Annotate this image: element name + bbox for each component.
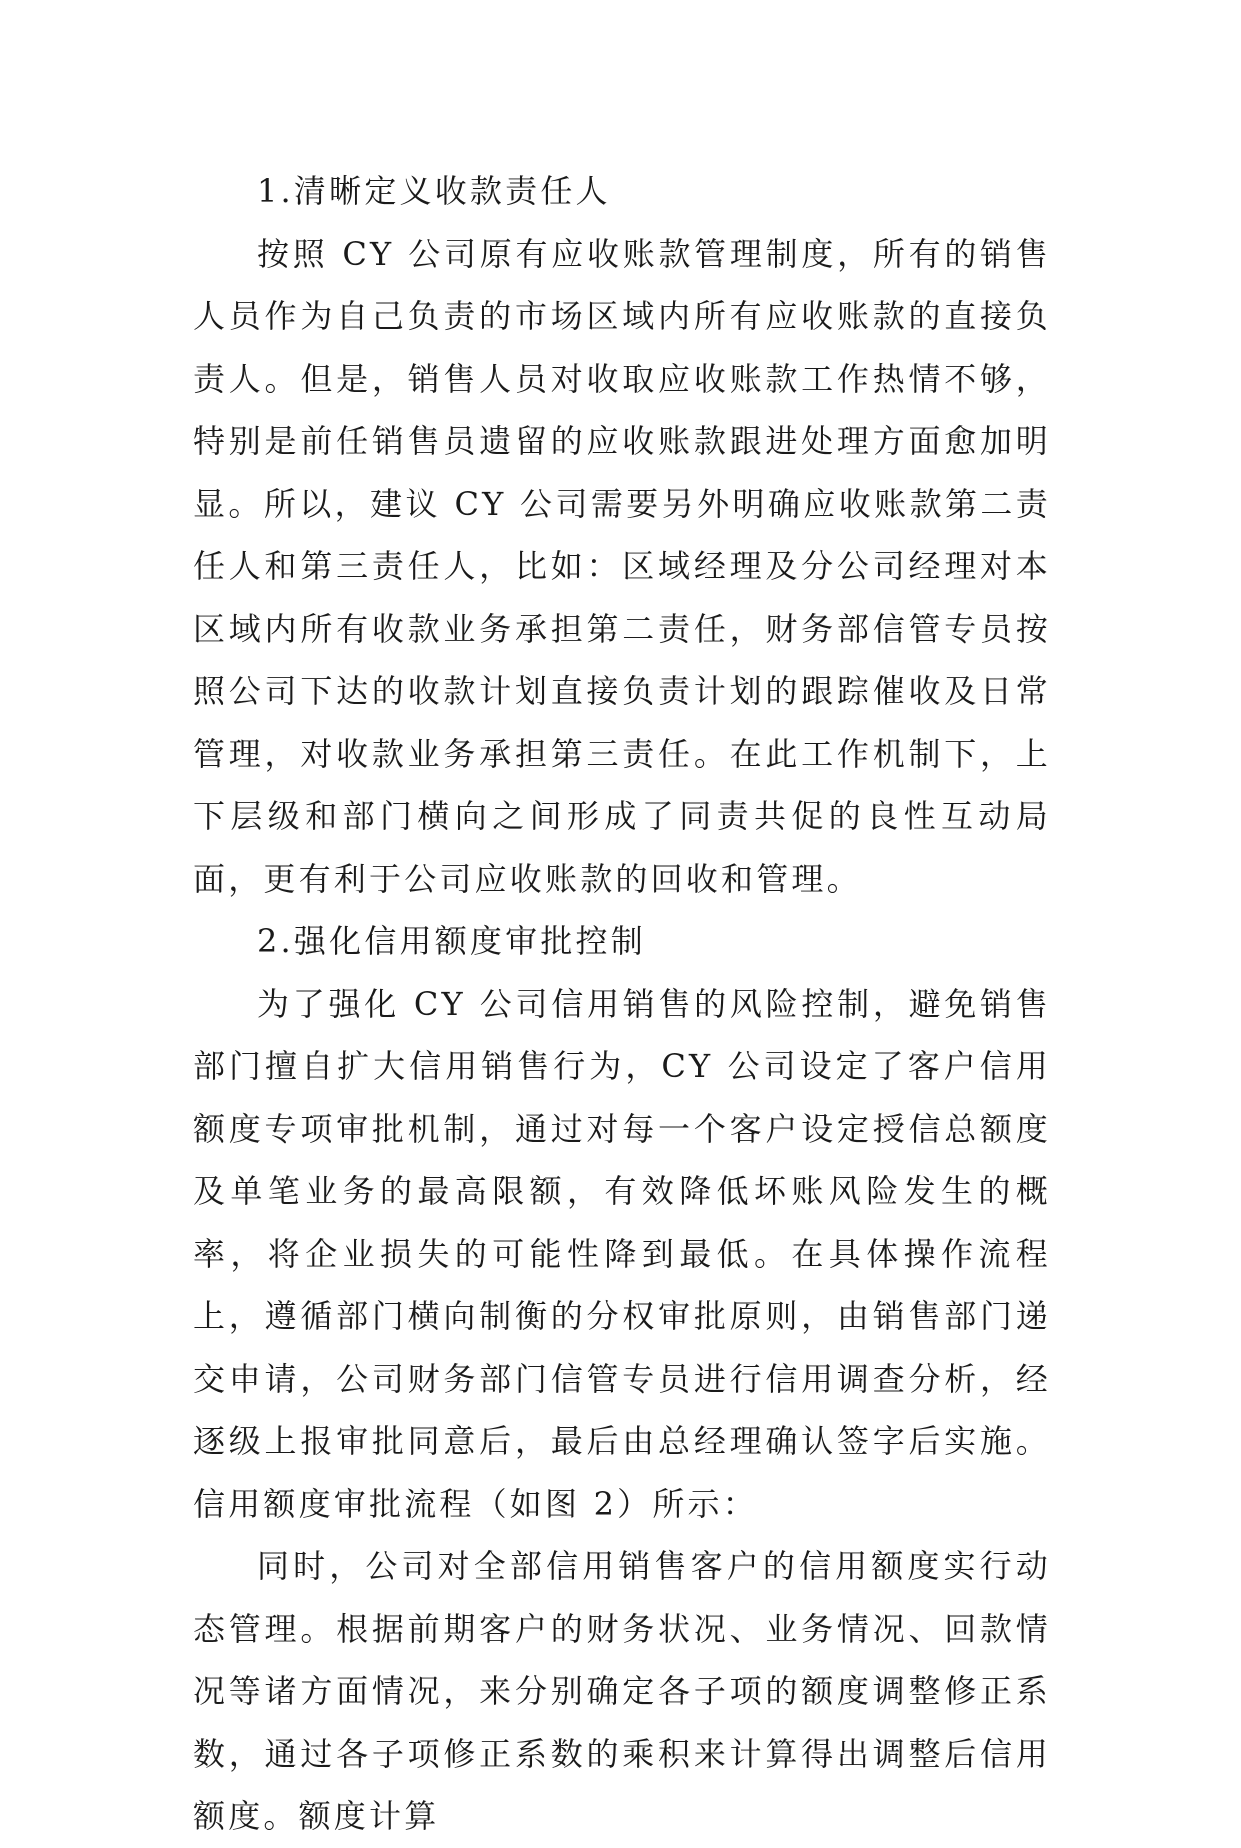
paragraph-2: 为了强化 CY 公司信用销售的风险控制，避免销售部门擅自扩大信用销售行为，CY 公司设定了客户信用额度专项审批机制，通过对每一个客户设定授信总额度及单笔业务的最高限额，有效降低坏账风险发生的概率，将企业损失的可能性降到最低。在具体操作流程上，遵循部门横向制衡的分权审批原则，由销售部门递交申请，公司财务部门信管专员进行信用调查分析，经逐级上报审批同意后，最后由总经理确认签字后实施。信用额度审批流程（如图 2）所示： — [193, 984, 1051, 1523]
section-heading-2: 2.强化信用额度审批控制 — [257, 922, 646, 960]
paragraph-3: 同时，公司对全部信用销售客户的信用额度实行动态管理。根据前期客户的财务状况、业务情况、回款情况等诸方面情况，来分别确定各子项的额度调整修正系数，通过各子项修正系数的乘积来计算得出调整后信用额度。额度计算 — [193, 1547, 1051, 1835]
paragraph-1: 按照 CY 公司原有应收账款管理制度，所有的销售人员作为自己负责的市场区域内所有应收账款的直接负责人。但是，销售人员对收取应收账款工作热情不够，特别是前任销售员遗留的应收账款跟进处理方面愈加明显。所以，建议 CY 公司需要另外明确应收账款第二责任人和第三责任人，比如：区域经理及分公司经理对本区域内所有收款业务承担第二责任，财务部信管专员按照公司下达的收款计划直接负责计划的跟踪催收及日常管理，对收款业务承担第三责任。在此工作机制下，上下层级和部门横向之间形成了同责共促的良性互动局面，更有利于公司应收账款的回收和管理。 — [193, 234, 1051, 898]
document-body — [193, 160, 1051, 1848]
section-heading-1: 1.清晰定义收款责任人 — [257, 172, 611, 210]
